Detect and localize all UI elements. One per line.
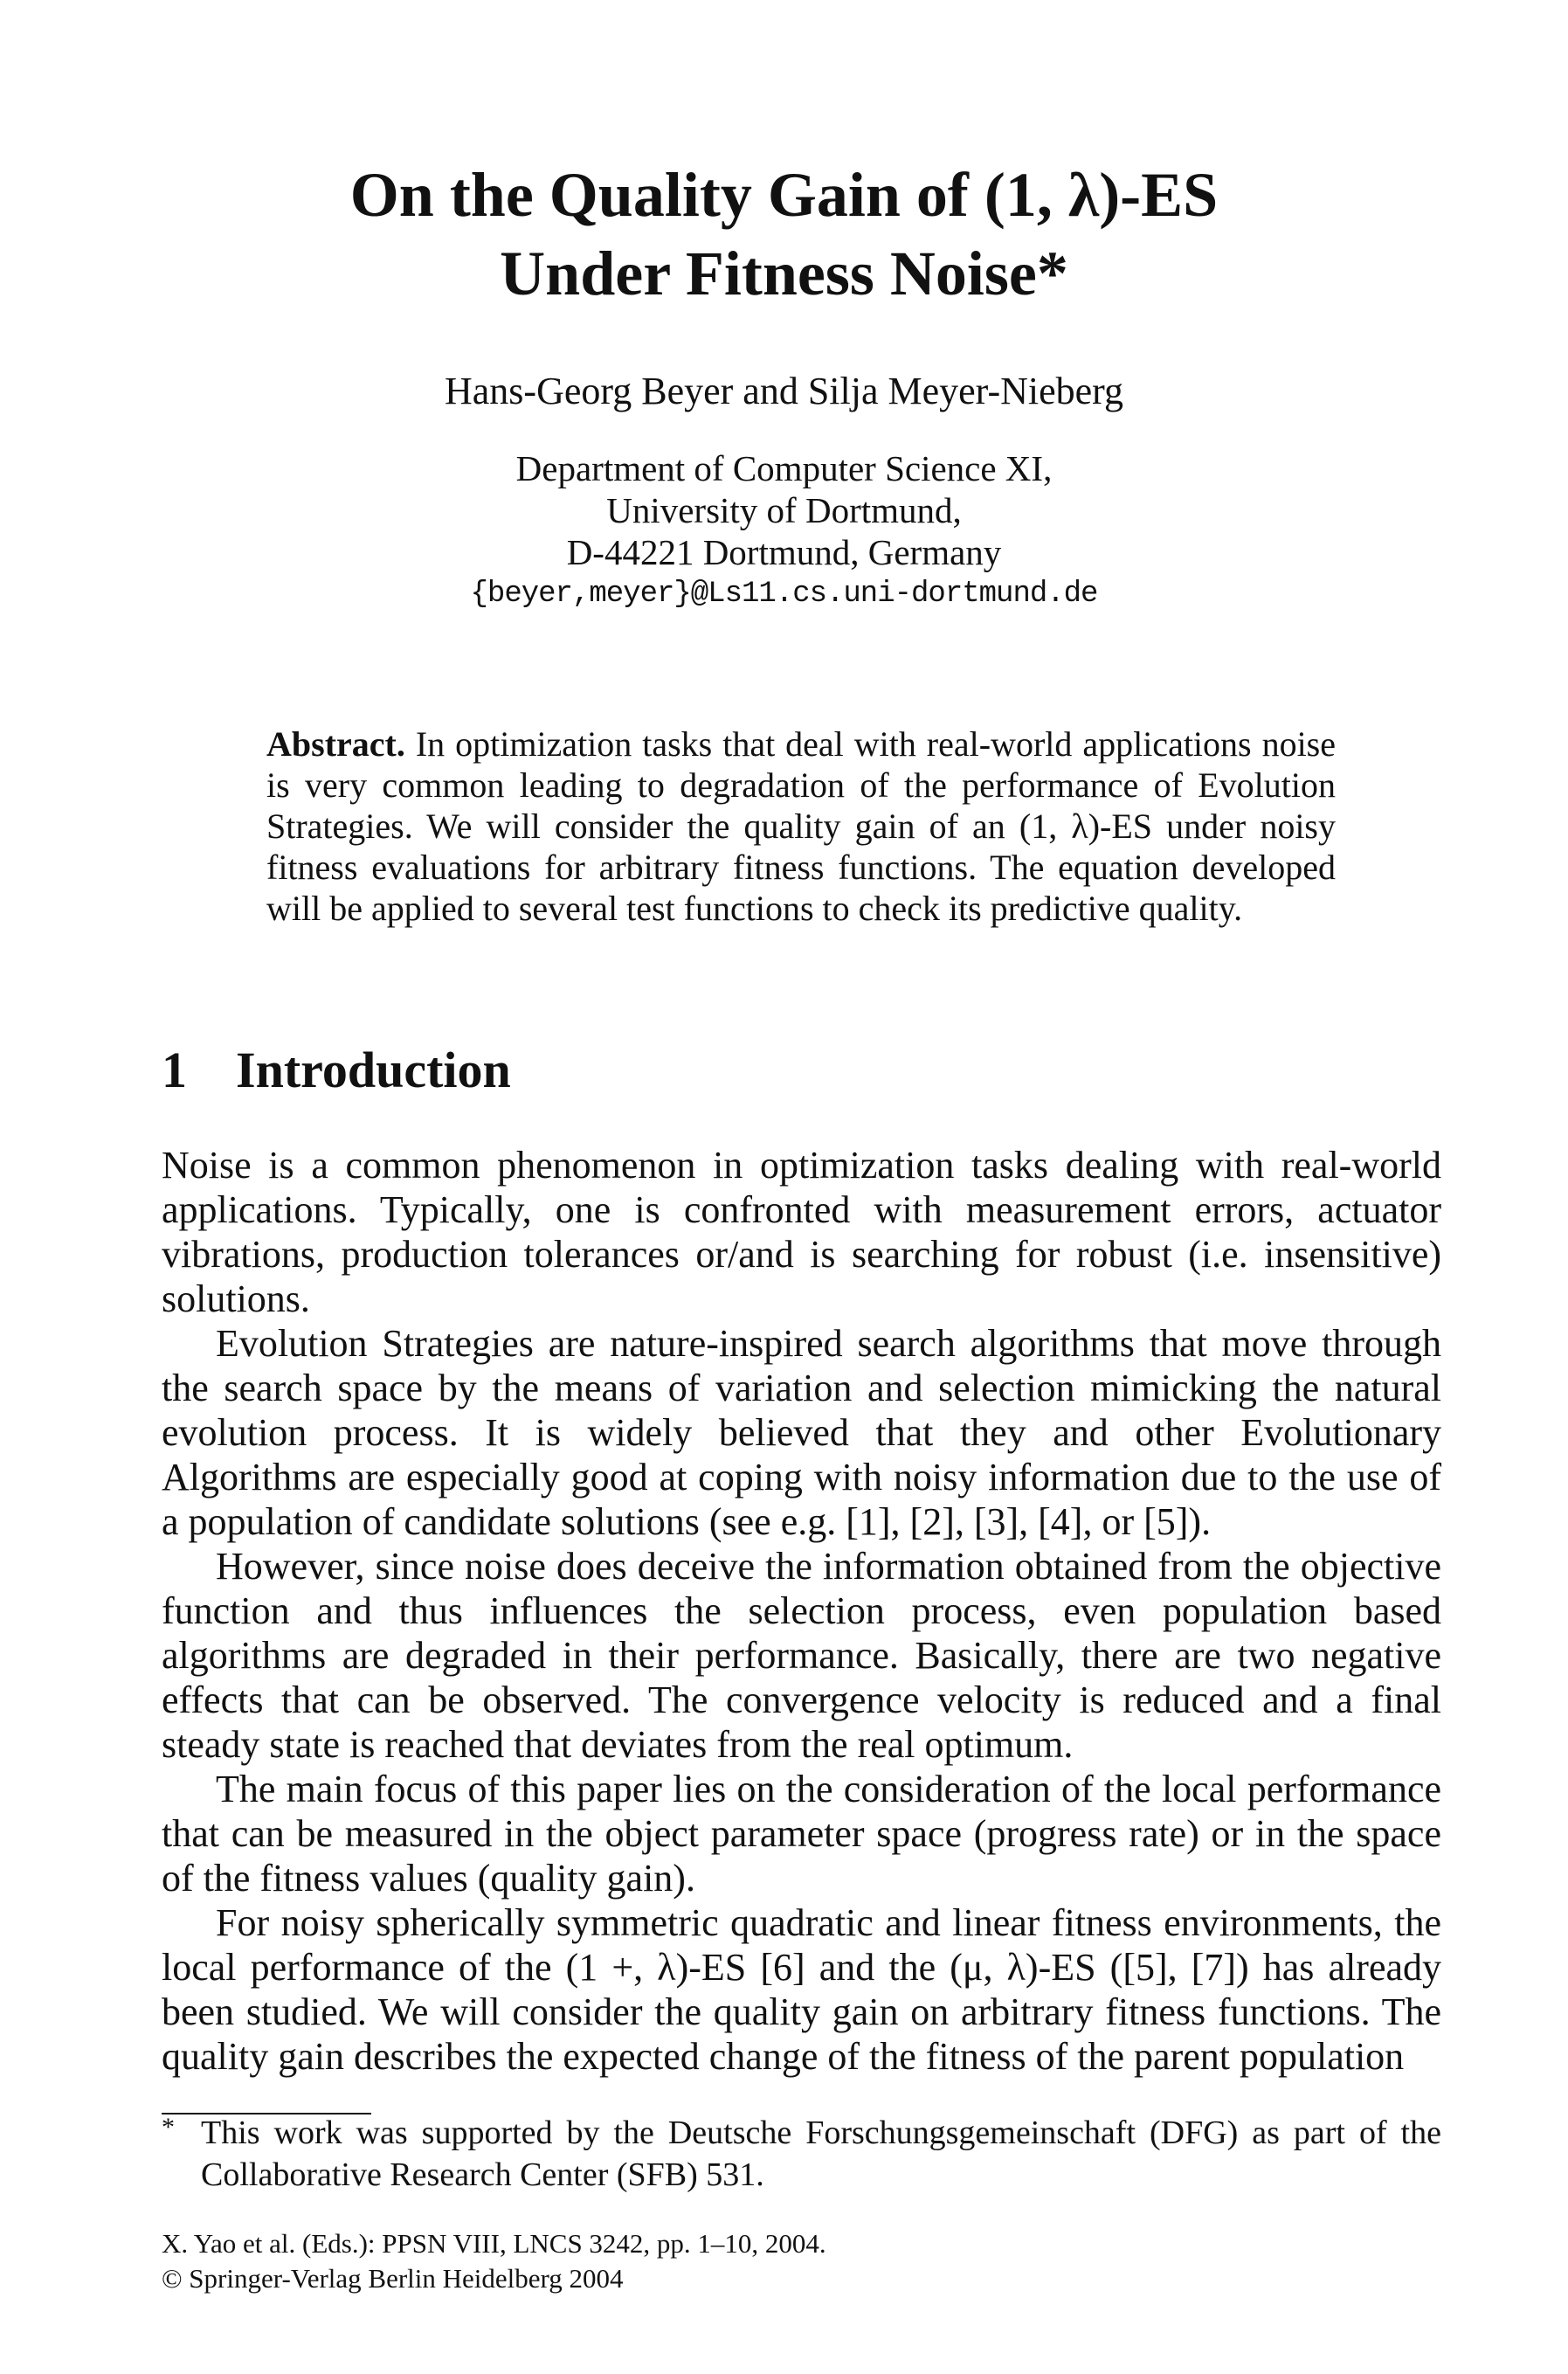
copyright-line: © Springer-Verlag Berlin Heidelberg 2004: [162, 2263, 624, 2294]
body-text: [162, 1143, 1441, 2079]
abstract-text: In optimization tasks that deal with real-world applications noise is very common leading to degradation of the performance of Evolution Strategies. We will consider the quality gain of an (1, λ)-ES under noisy fitness evaluations for arbitrary fitness functions. The equation developed will be applied to several test functions to check its predictive quality.: [266, 724, 1337, 928]
footnote-mark: *: [162, 2113, 175, 2142]
affiliation-address: D-44221 Dortmund, Germany: [566, 532, 1002, 572]
citation-line: X. Yao et al. (Eds.): PPSN VIII, LNCS 3242, pp. 1–10, 2004.: [162, 2228, 826, 2259]
body-paragraph: However, since noise does deceive the information obtained from the objective function and thus influences the selection process, even population based algorithms are degraded in their performance. Basically, there are two negative effects that can be observed. The convergence velocity is reduced and a final steady state is reached that deviates from the real optimum.: [162, 1545, 1441, 1766]
paper-title-line-1: On the Quality Gain of (1, λ)-ES: [349, 160, 1219, 230]
body-paragraph: The main focus of this paper lies on the consideration of the local performance that can be measured in the object parameter space (progress rate) or in the space of the fitness values (quality gain).: [162, 1768, 1441, 1900]
body-paragraph: For noisy spherically symmetric quadratic and linear fitness environments, the local performance of the (1 +, λ)-ES [6] and the (μ, λ)-ES ([5], [7]) has already been studied. We will consider the quality gain on arbitrary fitness functions. The quality gain describes the expected change of the fitness of the parent population: [162, 1901, 1441, 2078]
affiliation-university: University of Dortmund,: [606, 490, 962, 530]
footnote-text: This work was supported by the Deutsche Forschungsgemeinschaft (DFG) as part of the Collaborative Research Center (SFB) 531.: [201, 2114, 1441, 2193]
author-list: Hans-Georg Beyer and Silja Meyer-Nieberg: [444, 370, 1124, 412]
citation-block: [162, 2226, 826, 2296]
body-paragraph: Evolution Strategies are nature-inspired search algorithms that move through the search space by the means of variation and selection mimicking the natural evolution process. It is widely believed that they and other Evolutionary Algorithms are especially good at coping with noisy information due to the use of a population of candidate solutions (see e.g. [1], [2], [3], [4], or [5]).: [162, 1322, 1441, 1543]
section-heading: [162, 1040, 511, 1101]
affiliation-block: [157, 447, 1411, 615]
abstract: [266, 723, 1336, 929]
paper-title-line-2: Under Fitness Noise*: [500, 239, 1068, 308]
affiliation-department: Department of Computer Science XI,: [515, 448, 1053, 488]
footnote: [162, 2112, 1441, 2196]
abstract-label: Abstract.: [266, 724, 405, 764]
author-email: {beyer,meyer}@Ls11.cs.uni-dortmund.de: [470, 578, 1098, 611]
paper-title: [157, 156, 1411, 313]
section-title: Introduction: [236, 1042, 511, 1098]
body-paragraph: Noise is a common phenomenon in optimization tasks dealing with real-world applications. Typically, one is confronted with measurement errors, actuator vibrations, production tolerances or/and is searching for robust (i.e. insensitive) solutions.: [162, 1144, 1441, 1320]
section-number: 1: [162, 1042, 187, 1098]
